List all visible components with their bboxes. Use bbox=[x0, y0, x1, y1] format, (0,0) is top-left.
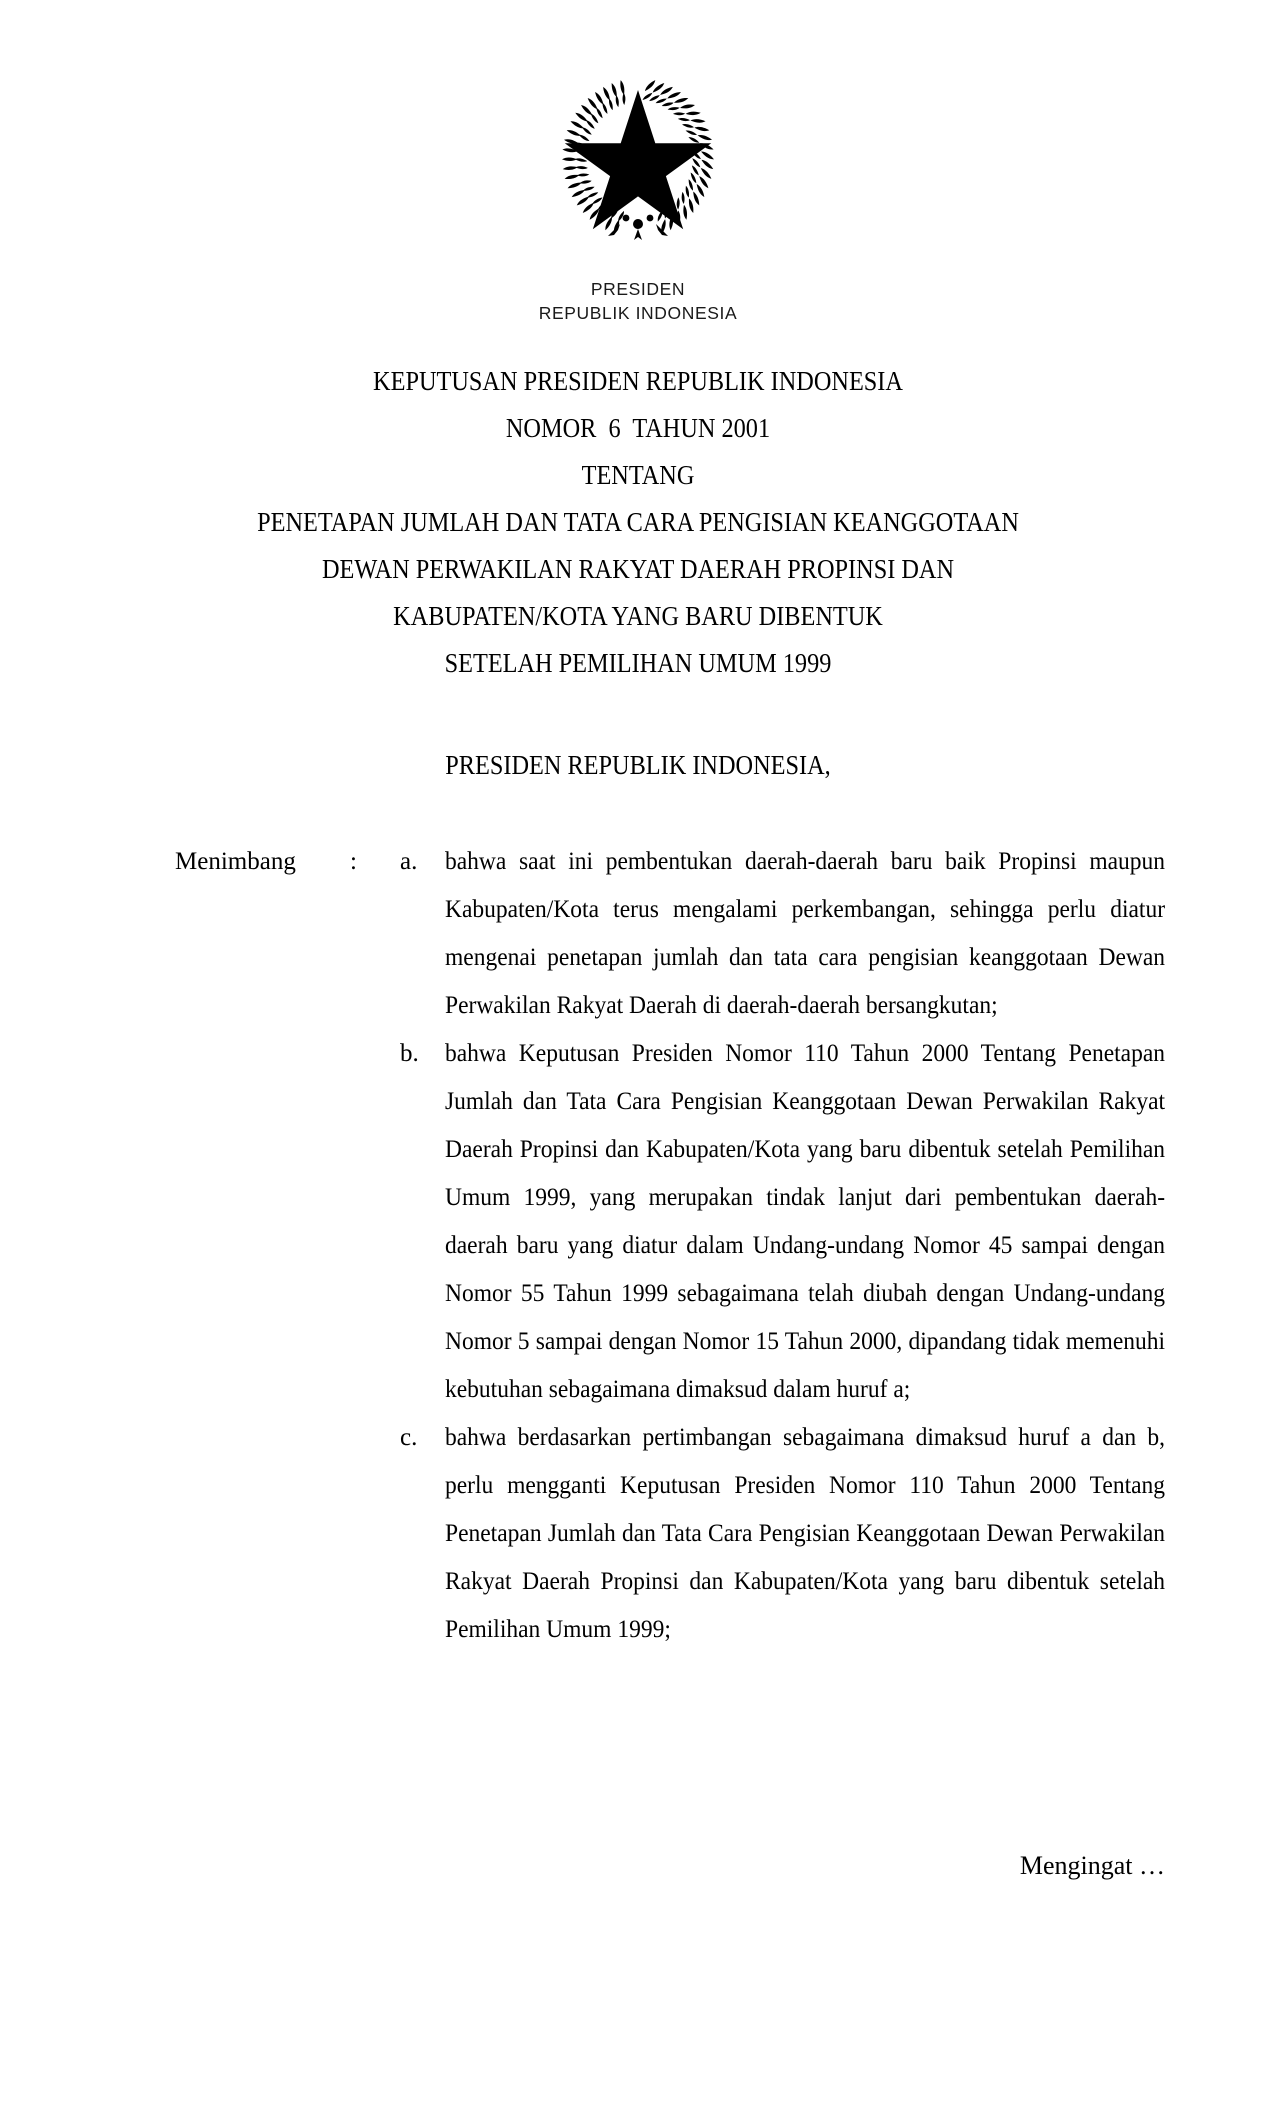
title-line-tentang: TENTANG bbox=[581, 460, 695, 490]
document-title-block bbox=[0, 358, 1276, 687]
page-catchword: Mengingat … bbox=[1019, 1851, 1165, 1880]
considerans-colon: : bbox=[350, 848, 357, 875]
considerans-letter-b: b. bbox=[400, 1040, 419, 1067]
letterhead bbox=[0, 277, 1276, 325]
title-line-subject-2: DEWAN PERWAKILAN RAKYAT DAERAH PROPINSI DAN bbox=[321, 554, 955, 584]
considerans-text-c: bahwa berdasarkan pertimbangan sebagaimana dimaksud huruf a dan b, perlu mengganti Keputusan Presiden Nomor 110 Tahun 2000 Tentang Penetapan Jumlah dan Tata Cara Pengisian Keanggotaan Dewan Perwakilan Rakyat Daerah Propinsi dan Kabupaten/Kota yang baru dibentuk setelah Pemilihan Umum 1999; bbox=[445, 1424, 1166, 1643]
considerans-section bbox=[175, 838, 1165, 1654]
considerans-text-b: bahwa Keputusan Presiden Nomor 110 Tahun 2000 Tentang Penetapan Jumlah dan Tata Cara Pengisian Keanggotaan Dewan Perwakilan Rakyat Daerah Propinsi dan Kabupaten/Kota yang baru dibentuk setelah Pemilihan Umum 1999, yang merupakan tindak lanjut dari pembentukan daerah-daerah baru yang diatur dalam Undang-undang Nomor 45 sampai dengan Nomor 55 Tahun 1999 sebagaimana telah diubah dengan Undang-undang Nomor 5 sampai dengan Nomor 15 Tahun 2000, dipandang tidak memenuhi kebutuhan sebagaimana dimaksud dalam huruf a; bbox=[445, 1040, 1166, 1403]
garuda-star-wreath-emblem bbox=[548, 58, 728, 242]
considerans-letter-c: c. bbox=[400, 1424, 418, 1451]
title-line-decree: KEPUTUSAN PRESIDEN REPUBLIK INDONESIA bbox=[373, 366, 903, 396]
signatory-heading: PRESIDEN REPUBLIK INDONESIA, bbox=[445, 750, 831, 780]
considerans-text-a: bahwa saat ini pembentukan daerah-daerah baru baik Propinsi maupun Kabupaten/Kota terus mengalami perkembangan, sehingga perlu diatur mengenai penetapan jumlah dan tata cara pengisian keanggotaan Dewan Perwakilan Rakyat Daerah di daerah-daerah bersangkutan; bbox=[445, 848, 1166, 1019]
considerans-item-b bbox=[175, 1030, 1165, 1414]
letterhead-line-republik-indonesia: REPUBLIK INDONESIA bbox=[538, 303, 738, 323]
title-line-number-year: NOMOR 6 TAHUN 2001 bbox=[505, 413, 771, 443]
considerans-item-c bbox=[175, 1414, 1165, 1654]
considerans-label: Menimbang bbox=[175, 848, 296, 875]
title-line-subject-1: PENETAPAN JUMLAH DAN TATA CARA PENGISIAN KEANGGOTAAN bbox=[257, 507, 1019, 537]
letterhead-line-presiden: PRESIDEN bbox=[590, 279, 686, 299]
title-line-subject-4: SETELAH PEMILIHAN UMUM 1999 bbox=[444, 648, 832, 678]
title-line-subject-3: KABUPATEN/KOTA YANG BARU DIBENTUK bbox=[393, 601, 883, 631]
considerans-item-a bbox=[175, 838, 1165, 1030]
considerans-letter-a: a. bbox=[400, 848, 418, 875]
emblem-container bbox=[0, 58, 1276, 247]
